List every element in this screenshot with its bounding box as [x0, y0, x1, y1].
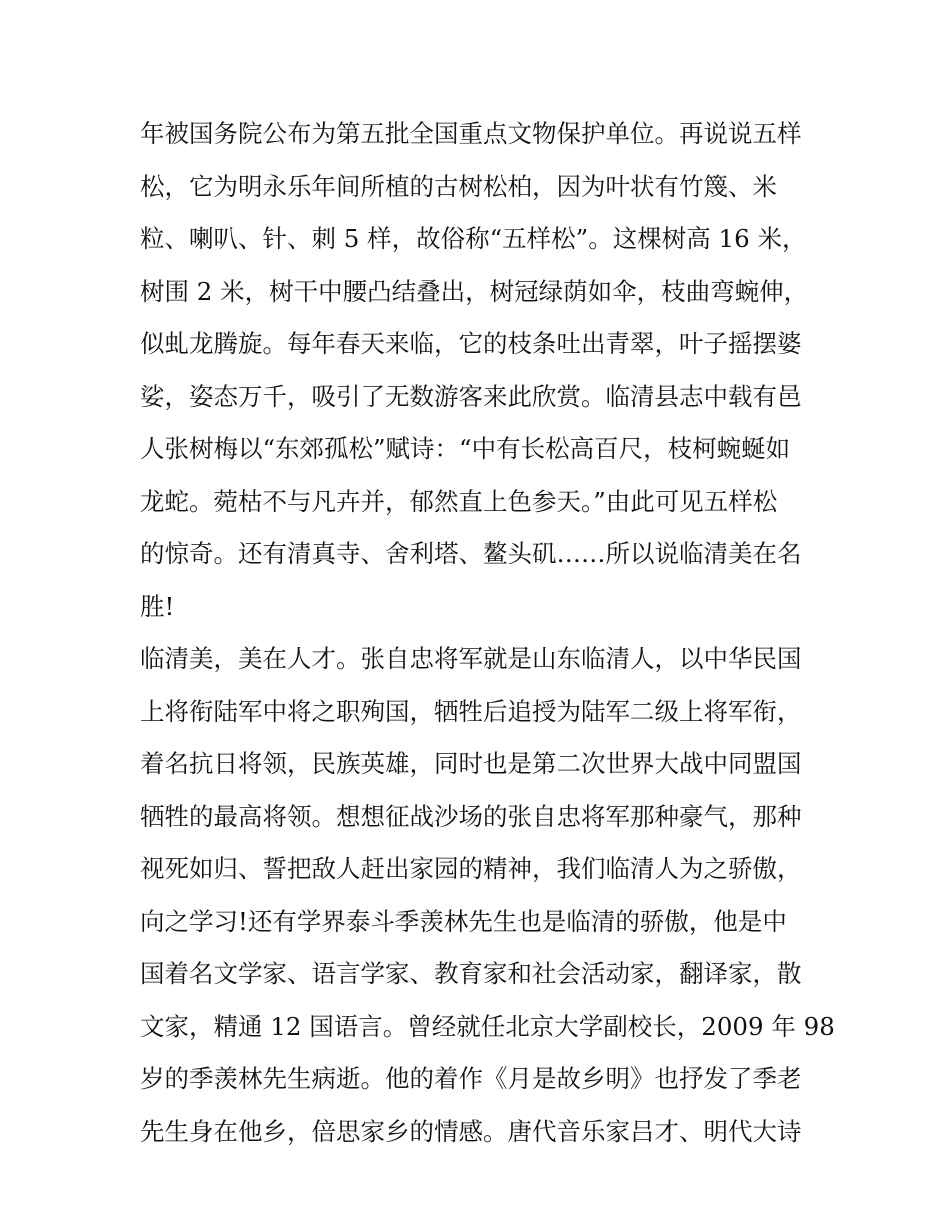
text-line: 岁的季羡林先生病逝。他的着作《月是故乡明》也抒发了季老 [140, 1064, 802, 1093]
text-line: 的惊奇。还有清真寺、舍利塔、鳌头矶……所以说临清美在名 [140, 539, 802, 568]
text-line: 视死如归、誓把敌人赶出家园的精神，我们临清人为之骄傲， [140, 854, 802, 883]
body-text [140, 108, 835, 1158]
text-line: 娑，姿态万千，吸引了无数游客来此欣赏。临清县志中载有邑 [140, 381, 802, 411]
text-line: 龙蛇。菀枯不与凡卉并，郁然直上色参天。”由此可见五样松 [140, 486, 778, 516]
text-line: 胜! [140, 591, 175, 621]
text-line: 粒、喇叭、针、刺 5 样，故俗称“五样松”。这棵树高 16 米， [140, 224, 807, 253]
text-line: 向之学习!还有学界泰斗季羡林先生也是临清的骄傲，他是中 [140, 906, 787, 936]
text-line: 临清美，美在人才。张自忠将军就是山东临清人，以中华民国 [140, 644, 802, 673]
text-line: 国着名文学家、语言学家、教育家和社会活动家，翻译家，散 [140, 959, 802, 988]
text-line: 年被国务院公布为第五批全国重点文物保护单位。再说说五样 [140, 119, 802, 148]
text-line: 文家，精通 12 国语言。曾经就任北京大学副校长，2009 年 98 [140, 1011, 835, 1041]
text-line: 着名抗日将领，民族英雄，同时也是第二次世界大战中同盟国 [140, 749, 802, 778]
text-line: 先生身在他乡，倍思家乡的情感。唐代音乐家吕才、明代大诗 [140, 1116, 802, 1146]
text-line: 牺牲的最高将领。想想征战沙场的张自忠将军那种豪气，那种 [140, 801, 802, 831]
text-line: 上将衔陆军中将之职殉国，牺牲后追授为陆军二级上将军衔， [140, 696, 802, 726]
text-line: 松，它为明永乐年间所植的古树松柏，因为叶状有竹篾、米 [140, 171, 777, 201]
text-line: 似虬龙腾旋。每年春天来临，它的枝条吐出青翠，叶子摇摆婆 [140, 329, 802, 358]
text-line: 人张树梅以“东郊孤松”赋诗：“中有长松高百尺，枝柯蜿蜒如 [140, 434, 791, 463]
text-line: 树围 2 米，树干中腰凸结叠出，树冠绿荫如伞，枝曲弯蜿伸， [140, 276, 809, 306]
